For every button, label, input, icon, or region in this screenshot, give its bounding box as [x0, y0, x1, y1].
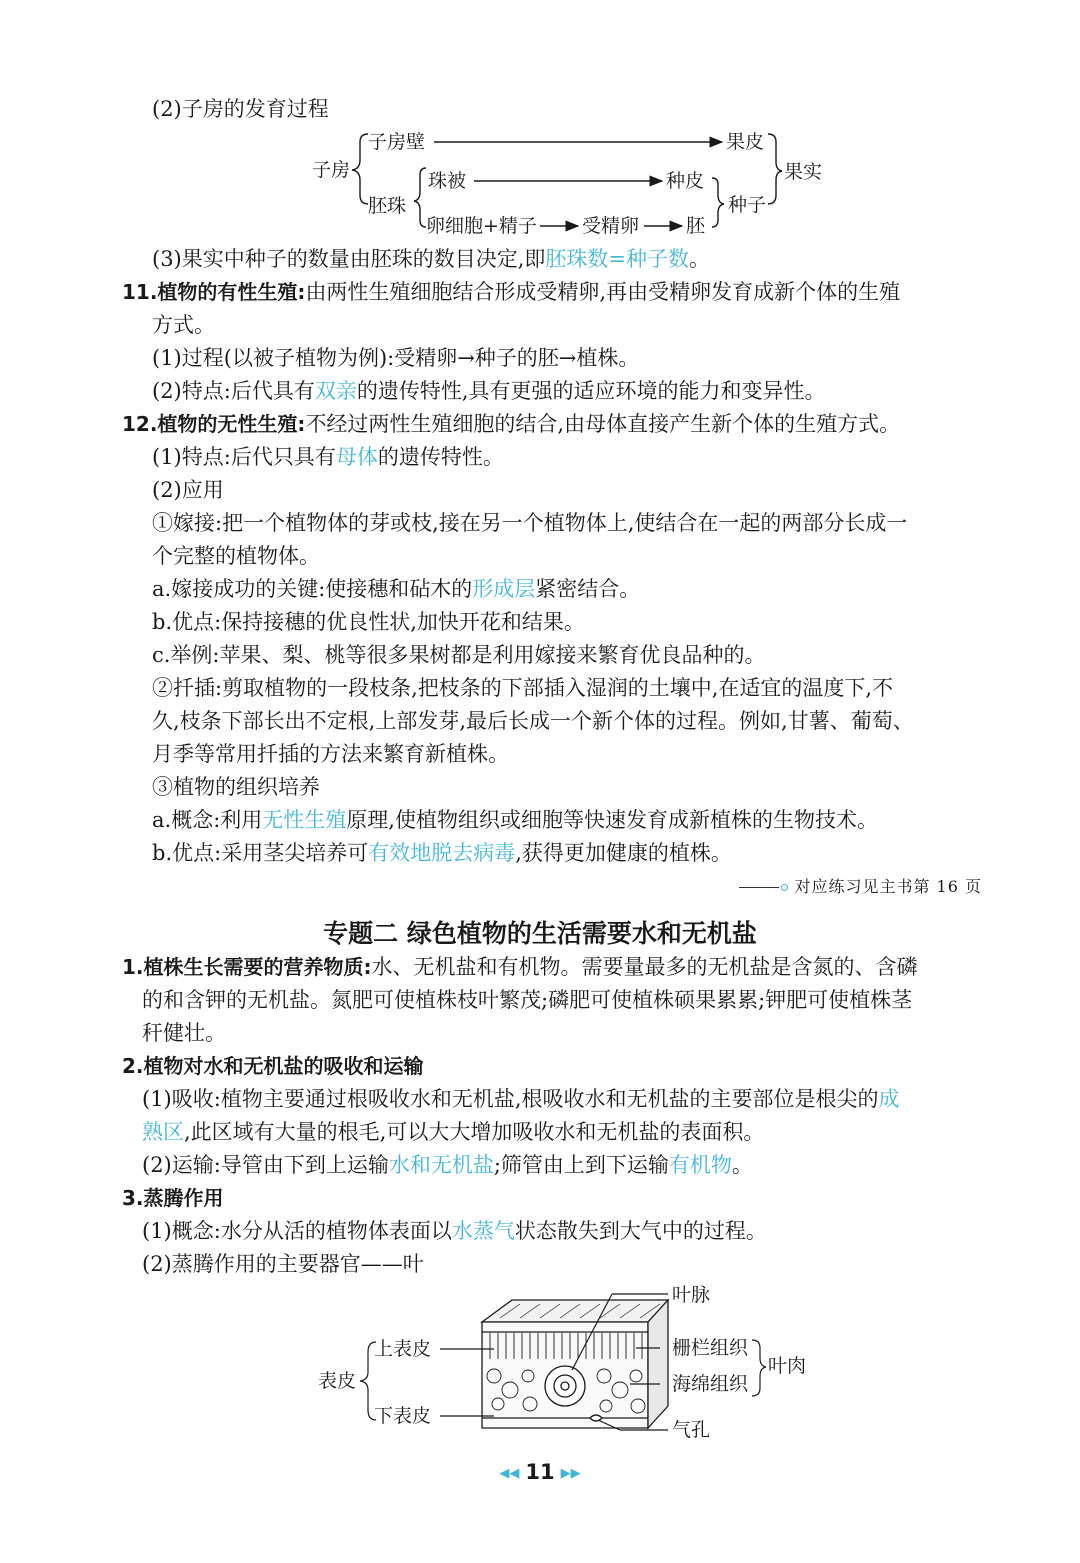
- absorb-line2: 熟区,此区域有大量的根毛,可以大大增加吸收水和无机盐的表面积。: [142, 1120, 765, 1144]
- t2-item1-line3: 秆健壮。: [142, 1021, 226, 1045]
- cutting-line1: ②扦插:剪取植物的一段枝条,把枝条的下部插入湿润的土壤中,在适宜的温度下,不: [152, 676, 894, 700]
- stoma-label: 气孔: [672, 1419, 711, 1441]
- page-next-icon: ▶▶: [560, 1465, 581, 1481]
- graft-line2: 个完整的植物体。: [152, 544, 320, 568]
- item12-line1: 12.植物的无性生殖:不经过两性生殖细胞的结合,由母体直接产生新个体的生殖方式。: [122, 412, 901, 436]
- egg-sperm-label: 卵细胞+精子: [426, 215, 537, 237]
- fertilized-egg-label: 受精卵: [582, 215, 640, 237]
- t2-item1-line1: 1.植株生长需要的营养物质:水、无机盐和有机物。需要量最多的无机盐是含氮的、含磷: [122, 955, 918, 979]
- vein-label: 叶脉: [672, 1284, 711, 1306]
- fruit-label: 果实: [784, 161, 823, 183]
- t2-item1-line2: 的和含钾的无机盐。氮肥可使植株枝叶繁茂;磷肥可使植株硕果累累;钾肥可使植株茎: [142, 988, 913, 1012]
- page-number: ◀◀ 11 ▶▶: [499, 1460, 581, 1484]
- embryo-label: 胚: [686, 215, 706, 237]
- cutting-line3: 月季等常用扦插的方法来繁育新植株。: [152, 742, 509, 766]
- seed-label: 种子: [728, 194, 767, 216]
- graft-a: a.嫁接成功的关键:使接穗和砧木的形成层紧密结合。: [152, 577, 641, 601]
- upper-epidermis-label: 上表皮: [374, 1338, 432, 1360]
- ovary-heading: (2)子房的发育过程: [152, 97, 329, 121]
- ovary-label: 子房: [312, 159, 351, 181]
- leaf-cross-section: [0, 1280, 1080, 1460]
- tissue-heading: ③植物的组织培养: [152, 775, 320, 799]
- pericarp-label: 果皮: [726, 131, 765, 153]
- seed-coat-label: 种皮: [666, 170, 705, 192]
- item12-application: (2)应用: [152, 478, 224, 502]
- transport-line: (2)运输:导管由下到上运输水和无机盐;筛管由上到下运输有机物。: [142, 1153, 753, 1177]
- tissue-a: a.概念:利用无性生殖原理,使植物组织或细胞等快速发育成新植株的生物技术。: [152, 808, 878, 832]
- integument-label: 珠被: [428, 170, 467, 192]
- cutting-line2: 久,枝条下部长出不定根,上部发芽,最后长成一个新个体的过程。例如,甘薯、葡萄、: [152, 709, 914, 733]
- item11-line1: 11.植物的有性生殖:由两性生殖细胞结合形成受精卵,再由受精卵发育成新个体的生殖: [122, 280, 901, 304]
- page-prev-icon: ◀◀: [499, 1465, 520, 1481]
- item11-line2: 方式。: [152, 313, 215, 337]
- item11-feature: (2)特点:后代具有双亲的遗传特性,具有更强的适应环境的能力和变异性。: [152, 379, 826, 403]
- absorb-line1: (1)吸收:植物主要通过根吸收水和无机盐,根吸收水和无机盐的主要部位是根尖的成: [142, 1087, 900, 1111]
- item11-process: (1)过程(以被子植物为例):受精卵→种子的胚→植株。: [152, 346, 640, 370]
- graft-c: c.举例:苹果、梨、桃等很多果树都是利用嫁接来繁育优良品种的。: [152, 643, 766, 667]
- mesophyll-label: 叶肉: [768, 1355, 807, 1377]
- ovary-wall-label: 子房壁: [368, 131, 426, 153]
- topic-title: 专题二 绿色植物的生活需要水和无机盐: [323, 919, 757, 948]
- seed-number-line: (3)果实中种子的数量由胚珠的数目决定,即胚珠数=种子数。: [152, 247, 711, 271]
- palisade-label: 栅栏组织: [672, 1337, 749, 1359]
- graft-line1: ①嫁接:把一个植物体的芽或枝,接在另一个植物体上,使结合在一起的两部分长成一: [152, 511, 908, 535]
- epidermis-label: 表皮: [318, 1370, 357, 1392]
- spongy-label: 海绵组织: [672, 1373, 749, 1395]
- concept-line: (1)概念:水分从活的植物体表面以水蒸气状态散失到大气中的过程。: [142, 1219, 767, 1243]
- ovule-label: 胚珠: [368, 195, 407, 217]
- graft-b: b.优点:保持接穗的优良性状,加快开花和结果。: [152, 610, 585, 634]
- t2-item2-title: 2.植物对水和无机盐的吸收和运输: [122, 1054, 424, 1078]
- item12-feature: (1)特点:后代只具有母体的遗传特性。: [152, 445, 504, 469]
- organ-line: (2)蒸腾作用的主要器官——叶: [142, 1252, 424, 1276]
- lower-epidermis-label: 下表皮: [374, 1405, 432, 1427]
- t2-item3-title: 3.蒸腾作用: [122, 1186, 224, 1210]
- tissue-b: b.优点:采用茎尖培养可有效地脱去病毒,获得更加健康的植株。: [152, 841, 732, 865]
- practice-reference: 对应练习见主书第 16 页: [739, 874, 982, 897]
